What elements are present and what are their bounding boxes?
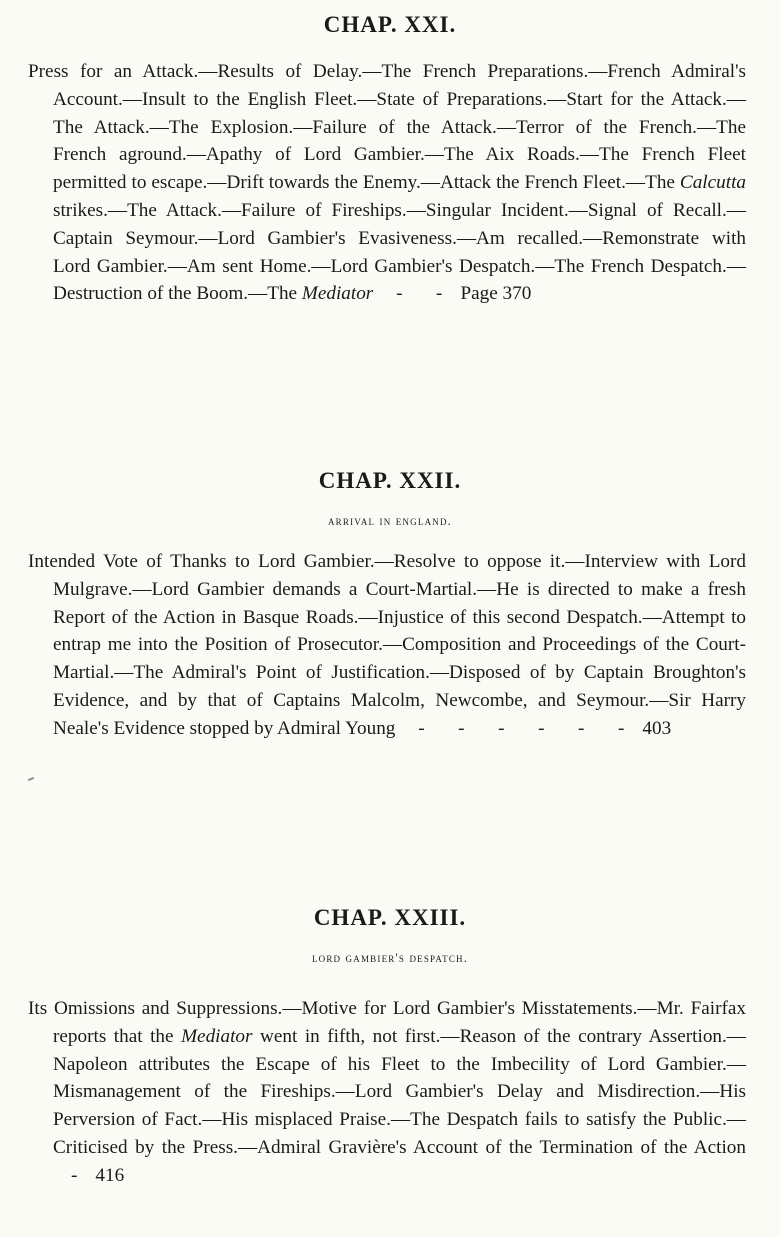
page-reference: Page 370 [460, 283, 532, 305]
chapter-title: CHAP. XXII. [318, 468, 462, 493]
chapter-title: CHAP. XXIII. [313, 905, 467, 930]
ship-name: Mediator [301, 283, 374, 305]
page-reference: 416 [95, 1164, 125, 1186]
chapter-subtitle: arrival in england. [327, 514, 452, 528]
ink-speck [28, 777, 34, 781]
chapter-summary [28, 58, 746, 308]
summary-text: Its Omissions and Suppressions.—Motive for Lord Gambier's Misstatements.—Mr. Fairfax reports that the [28, 998, 746, 1047]
summary-text: strikes.—The Attack.—Failure of Fireships.—Singular Incident.—Signal of Recall.—Captain Seymour.—Lord Gambier's Evasiveness.—Am recalled.—Remonstrate with Lord Gambier.—Am sent Home.—Lord Gambier's Despatch.—The French Despatch.—Destruction of the Boom.—The [53, 199, 746, 305]
chapter-subtitle: lord gambier's despatch. [311, 951, 469, 965]
summary-text: Intended Vote of Thanks to Lord Gambier.—Resolve to oppose it.—Interview with Lord Mulgrave.—Lord Gambier demands a Court-Martial.—He is directed to make a fresh Report of the Action in Basque Roads.—Injustice of this second Despatch.—Attempt to entrap me into the Position of Prosecutor.—Composition and Proceedings of the Court-Martial.—The Admiral's Point of Justification.—Disposed of by Captain Broughton's Evidence, and by that of Captains Malcolm, Newcombe, and Seymour.—Sir Harry Neale's Evidence stopped by Admiral Young [28, 551, 746, 739]
summary-text: Press for an Attack.—Results of Delay.—The French Preparations.—French Admiral's Account.—Insult to the English Fleet.—State of Preparations.—Start for the Attack.—The Attack.—The Explosion.—Failure of the Attack.—Terror of the French.—The French aground.—Apathy of Lord Gambier.—The Aix Roads.—The French Fleet permitted to escape.—Drift towards the Enemy.—Attack the French Fleet.—The [28, 61, 746, 194]
chapter-title: CHAP. XXI. [323, 12, 457, 37]
leader-dashes: - - [396, 283, 443, 305]
leader-dashes: - [71, 1164, 78, 1186]
ship-name: Mediator [181, 1025, 253, 1047]
page-reference: 403 [642, 717, 672, 739]
leader-dashes: - - - - - - [418, 717, 625, 739]
chapter-summary [28, 995, 746, 1190]
ship-name: Calcutta [679, 172, 746, 194]
summary-text: went in fifth, not first.—Reason of the contrary Assertion.—Napoleon attributes the Escape of his Fleet to the Imbecility of Lord Gambier.—Mismanagement of the Fireships.—Lord Gambier's Delay and Misdirection.—His Perversion of Fact.—His misplaced Praise.—The Despatch fails to satisfy the Public.—Criticised by the Press.—Admiral Gravière's Account of the Termination of the Action [53, 1025, 746, 1158]
chapter-summary [28, 548, 746, 743]
